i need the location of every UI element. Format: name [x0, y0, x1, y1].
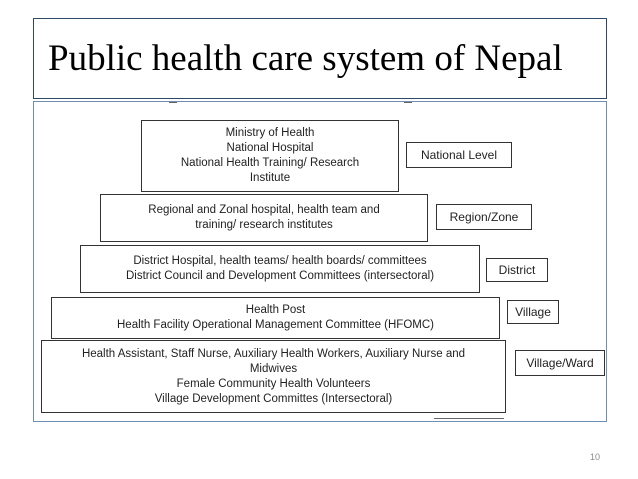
tier-line: training/ research institutes: [195, 219, 333, 231]
diagram-frame: [33, 101, 607, 422]
tier-line: Health Assistant, Staff Nurse, Auxiliary Health Workers, Auxiliary Nurse and: [81, 347, 466, 360]
title-box: [33, 18, 607, 99]
tier-village-ward: [41, 340, 506, 413]
tier-line: National Hospital: [226, 142, 314, 154]
tier-district: [80, 245, 480, 293]
level-label-district: District: [486, 258, 548, 282]
tier-line: Health Post: [245, 304, 306, 316]
top-edge-mark: [169, 102, 177, 106]
tier-village: [51, 297, 500, 339]
top-edge-mark-right: [404, 102, 412, 106]
level-label-village: Village: [507, 300, 559, 324]
level-label-national: National Level: [406, 142, 512, 168]
tier-national: [141, 120, 399, 192]
tier-line: Ministry of Health: [225, 127, 315, 139]
level-label-region-zone: Region/Zone: [436, 204, 532, 230]
tier-line: Institute: [249, 172, 291, 184]
level-label-village-ward: Village/Ward: [515, 350, 605, 376]
tier-line: Regional and Zonal hospital, health team and: [148, 204, 380, 216]
tier-line: Female Community Health Volunteers: [176, 377, 371, 390]
tier-region-zone: [100, 194, 428, 242]
tier-line: District Hospital, health teams/ health boards/ committees: [133, 255, 427, 267]
slide-number: 10: [590, 452, 601, 462]
slide-title: Public health care system of Nepal: [48, 38, 563, 79]
tier-line: Midwives: [249, 362, 298, 375]
tier-line: District Council and Development Committees (intersectoral): [125, 270, 435, 282]
tier-line: National Health Training/ Research: [180, 157, 360, 169]
bottom-edge-mark: [434, 418, 504, 422]
tier-line: Health Facility Operational Management Committee (HFOMC): [117, 319, 434, 331]
tier-line: Village Development Committes (Intersectoral): [154, 392, 393, 405]
